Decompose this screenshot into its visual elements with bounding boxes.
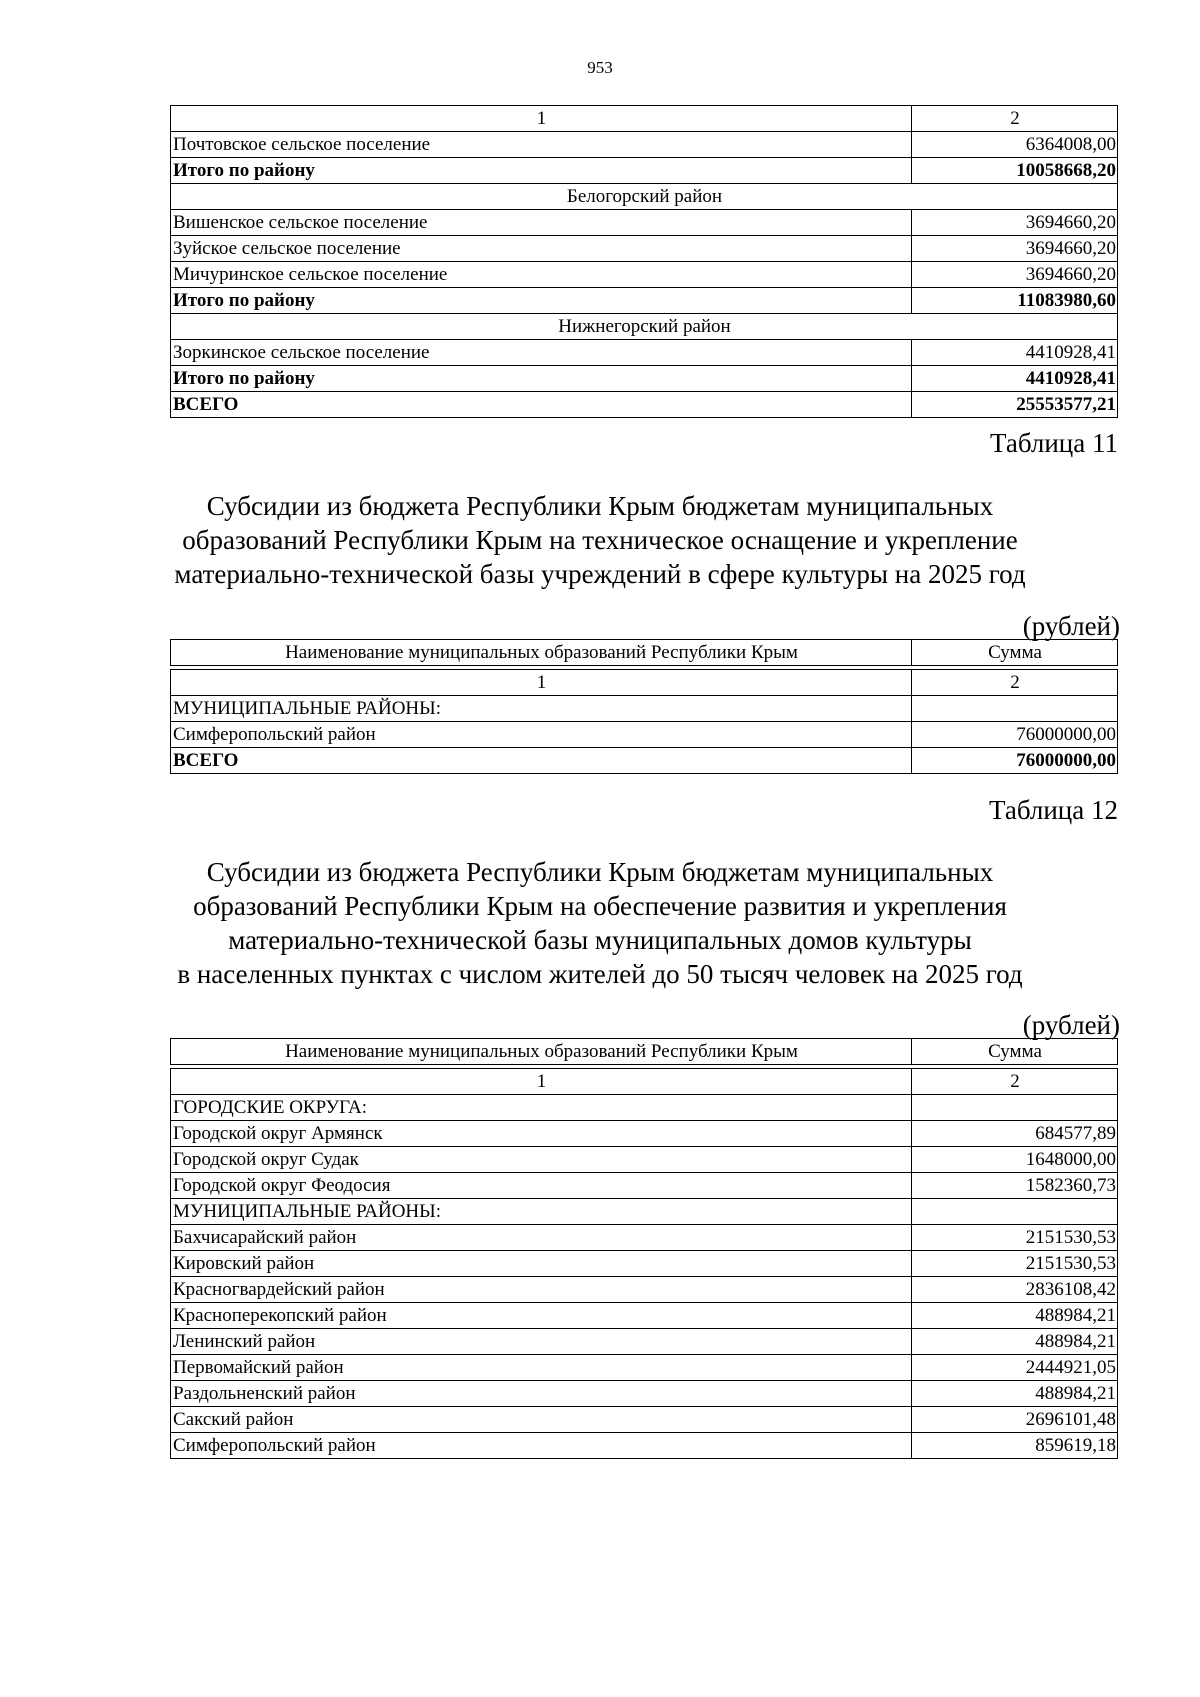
- table-row: [171, 132, 1118, 158]
- table-12-label: Таблица 12: [989, 795, 1118, 825]
- district-heading: Нижнегорский район: [171, 314, 1118, 340]
- column-header-row: [171, 1039, 1118, 1065]
- table-11-body: [171, 696, 1118, 774]
- row-amount: 6364008,00: [912, 132, 1118, 158]
- row-name: МУНИЦИПАЛЬНЫЕ РАЙОНЫ:: [171, 696, 912, 722]
- row-amount: 76000000,00: [912, 722, 1118, 748]
- row-name: ВСЕГО: [171, 748, 912, 774]
- row-amount: [912, 1199, 1118, 1225]
- table-11: [170, 639, 1118, 774]
- total-row: [171, 158, 1118, 184]
- table-row: [171, 1277, 1118, 1303]
- table-row: [171, 722, 1118, 748]
- table-row: [171, 340, 1118, 366]
- column-number-row: [171, 670, 1118, 696]
- table-12-title-line: материально-технической базы муниципальных домов культуры: [228, 925, 972, 955]
- row-name: Красноперекопский район: [171, 1303, 912, 1329]
- row-amount: 10058668,20: [912, 158, 1118, 184]
- table-10-continuation: [170, 105, 1118, 418]
- table-row: [171, 1329, 1118, 1355]
- column-header-sum: Сумма: [912, 640, 1118, 666]
- total-row: [171, 288, 1118, 314]
- table-12: [170, 1038, 1118, 1459]
- row-amount: 4410928,41: [912, 340, 1118, 366]
- row-amount: 3694660,20: [912, 236, 1118, 262]
- row-amount: 1648000,00: [912, 1147, 1118, 1173]
- column-number-1: 1: [171, 1069, 912, 1095]
- column-number-row: [171, 106, 1118, 132]
- row-amount: 2444921,05: [912, 1355, 1118, 1381]
- column-header-name: Наименование муниципальных образований Республики Крым: [171, 1039, 912, 1065]
- table-12-units: (рублей): [1022, 1010, 1120, 1040]
- column-number-row: [171, 1069, 1118, 1095]
- row-name: Красногвардейский район: [171, 1277, 912, 1303]
- column-number-2: 2: [912, 670, 1118, 696]
- total-row: [171, 748, 1118, 774]
- row-name: Зоркинское сельское поселение: [171, 340, 912, 366]
- row-name: ВСЕГО: [171, 392, 912, 418]
- table-12-title-line: в населенных пунктах с числом жителей до 50 тысяч человек на 2025 год: [177, 959, 1023, 989]
- table-row: [171, 1173, 1118, 1199]
- row-amount: 684577,89: [912, 1121, 1118, 1147]
- column-number-2: 2: [912, 106, 1118, 132]
- row-name: Сакский район: [171, 1407, 912, 1433]
- table-row: [171, 262, 1118, 288]
- table-12-title: [150, 855, 1050, 991]
- row-amount: 2151530,53: [912, 1225, 1118, 1251]
- column-number-1: 1: [171, 670, 912, 696]
- column-header-sum: Сумма: [912, 1039, 1118, 1065]
- table-11-units: (рублей): [1022, 611, 1120, 641]
- table-12-title-line: Субсидии из бюджета Республики Крым бюджетам муниципальных: [206, 857, 994, 887]
- total-row: [171, 392, 1118, 418]
- row-name: МУНИЦИПАЛЬНЫЕ РАЙОНЫ:: [171, 1199, 912, 1225]
- row-name: Бахчисарайский район: [171, 1225, 912, 1251]
- table-10-body: [171, 132, 1118, 418]
- column-header-name: Наименование муниципальных образований Республики Крым: [171, 640, 912, 666]
- table-11-title: [150, 489, 1050, 591]
- table-12-title-line: образований Республики Крым на обеспечение развития и укрепления: [193, 891, 1007, 921]
- table-row: [171, 1147, 1118, 1173]
- table-11-title-line: образований Республики Крым на техническое оснащение и укрепление: [182, 525, 1018, 555]
- row-amount: 3694660,20: [912, 262, 1118, 288]
- row-amount: [912, 696, 1118, 722]
- row-name: Раздольненский район: [171, 1381, 912, 1407]
- row-name: Мичуринское сельское поселение: [171, 262, 912, 288]
- table-row: [171, 1303, 1118, 1329]
- row-name: Симферопольский район: [171, 1433, 912, 1459]
- row-name: Городской округ Судак: [171, 1147, 912, 1173]
- table-row: [171, 1433, 1118, 1459]
- row-amount: 2696101,48: [912, 1407, 1118, 1433]
- row-name: Итого по району: [171, 288, 912, 314]
- table-11-title-line: материально-технической базы учреждений в сфере культуры на 2025 год: [174, 559, 1026, 589]
- row-amount: 1582360,73: [912, 1173, 1118, 1199]
- row-amount: 488984,21: [912, 1381, 1118, 1407]
- row-amount: 859619,18: [912, 1433, 1118, 1459]
- row-name: Вишенское сельское поселение: [171, 210, 912, 236]
- section-row: [171, 696, 1118, 722]
- row-name: Городской округ Феодосия: [171, 1173, 912, 1199]
- table-row: [171, 1121, 1118, 1147]
- row-amount: 4410928,41: [912, 366, 1118, 392]
- district-heading-row: [171, 314, 1118, 340]
- row-name: Почтовское сельское поселение: [171, 132, 912, 158]
- row-amount: 2836108,42: [912, 1277, 1118, 1303]
- row-amount: 488984,21: [912, 1329, 1118, 1355]
- row-name: Итого по району: [171, 366, 912, 392]
- table-row: [171, 1355, 1118, 1381]
- section-row: [171, 1095, 1118, 1121]
- row-amount: [912, 1095, 1118, 1121]
- table-row: [171, 1381, 1118, 1407]
- district-heading: Белогорский район: [171, 184, 1118, 210]
- table-row: [171, 1251, 1118, 1277]
- column-number-1: 1: [171, 106, 912, 132]
- table-11-label: Таблица 11: [990, 428, 1118, 458]
- row-amount: 2151530,53: [912, 1251, 1118, 1277]
- row-amount: 11083980,60: [912, 288, 1118, 314]
- row-amount: 3694660,20: [912, 210, 1118, 236]
- row-amount: 488984,21: [912, 1303, 1118, 1329]
- row-name: Зуйское сельское поселение: [171, 236, 912, 262]
- row-amount: 25553577,21: [912, 392, 1118, 418]
- row-name: Кировский район: [171, 1251, 912, 1277]
- row-amount: 76000000,00: [912, 748, 1118, 774]
- table-row: [171, 1225, 1118, 1251]
- table-row: [171, 236, 1118, 262]
- table-row: [171, 210, 1118, 236]
- column-number-2: 2: [912, 1069, 1118, 1095]
- row-name: Первомайский район: [171, 1355, 912, 1381]
- total-row: [171, 366, 1118, 392]
- district-heading-row: [171, 184, 1118, 210]
- table-11-title-line: Субсидии из бюджета Республики Крым бюджетам муниципальных: [206, 491, 994, 521]
- table-12-body: [171, 1095, 1118, 1459]
- column-header-row: [171, 640, 1118, 666]
- table-row: [171, 1407, 1118, 1433]
- row-name: Городской округ Армянск: [171, 1121, 912, 1147]
- row-name: Ленинский район: [171, 1329, 912, 1355]
- row-name: Итого по району: [171, 158, 912, 184]
- row-name: ГОРОДСКИЕ ОКРУГА:: [171, 1095, 912, 1121]
- row-name: Симферопольский район: [171, 722, 912, 748]
- page-number: 953: [587, 58, 613, 77]
- section-row: [171, 1199, 1118, 1225]
